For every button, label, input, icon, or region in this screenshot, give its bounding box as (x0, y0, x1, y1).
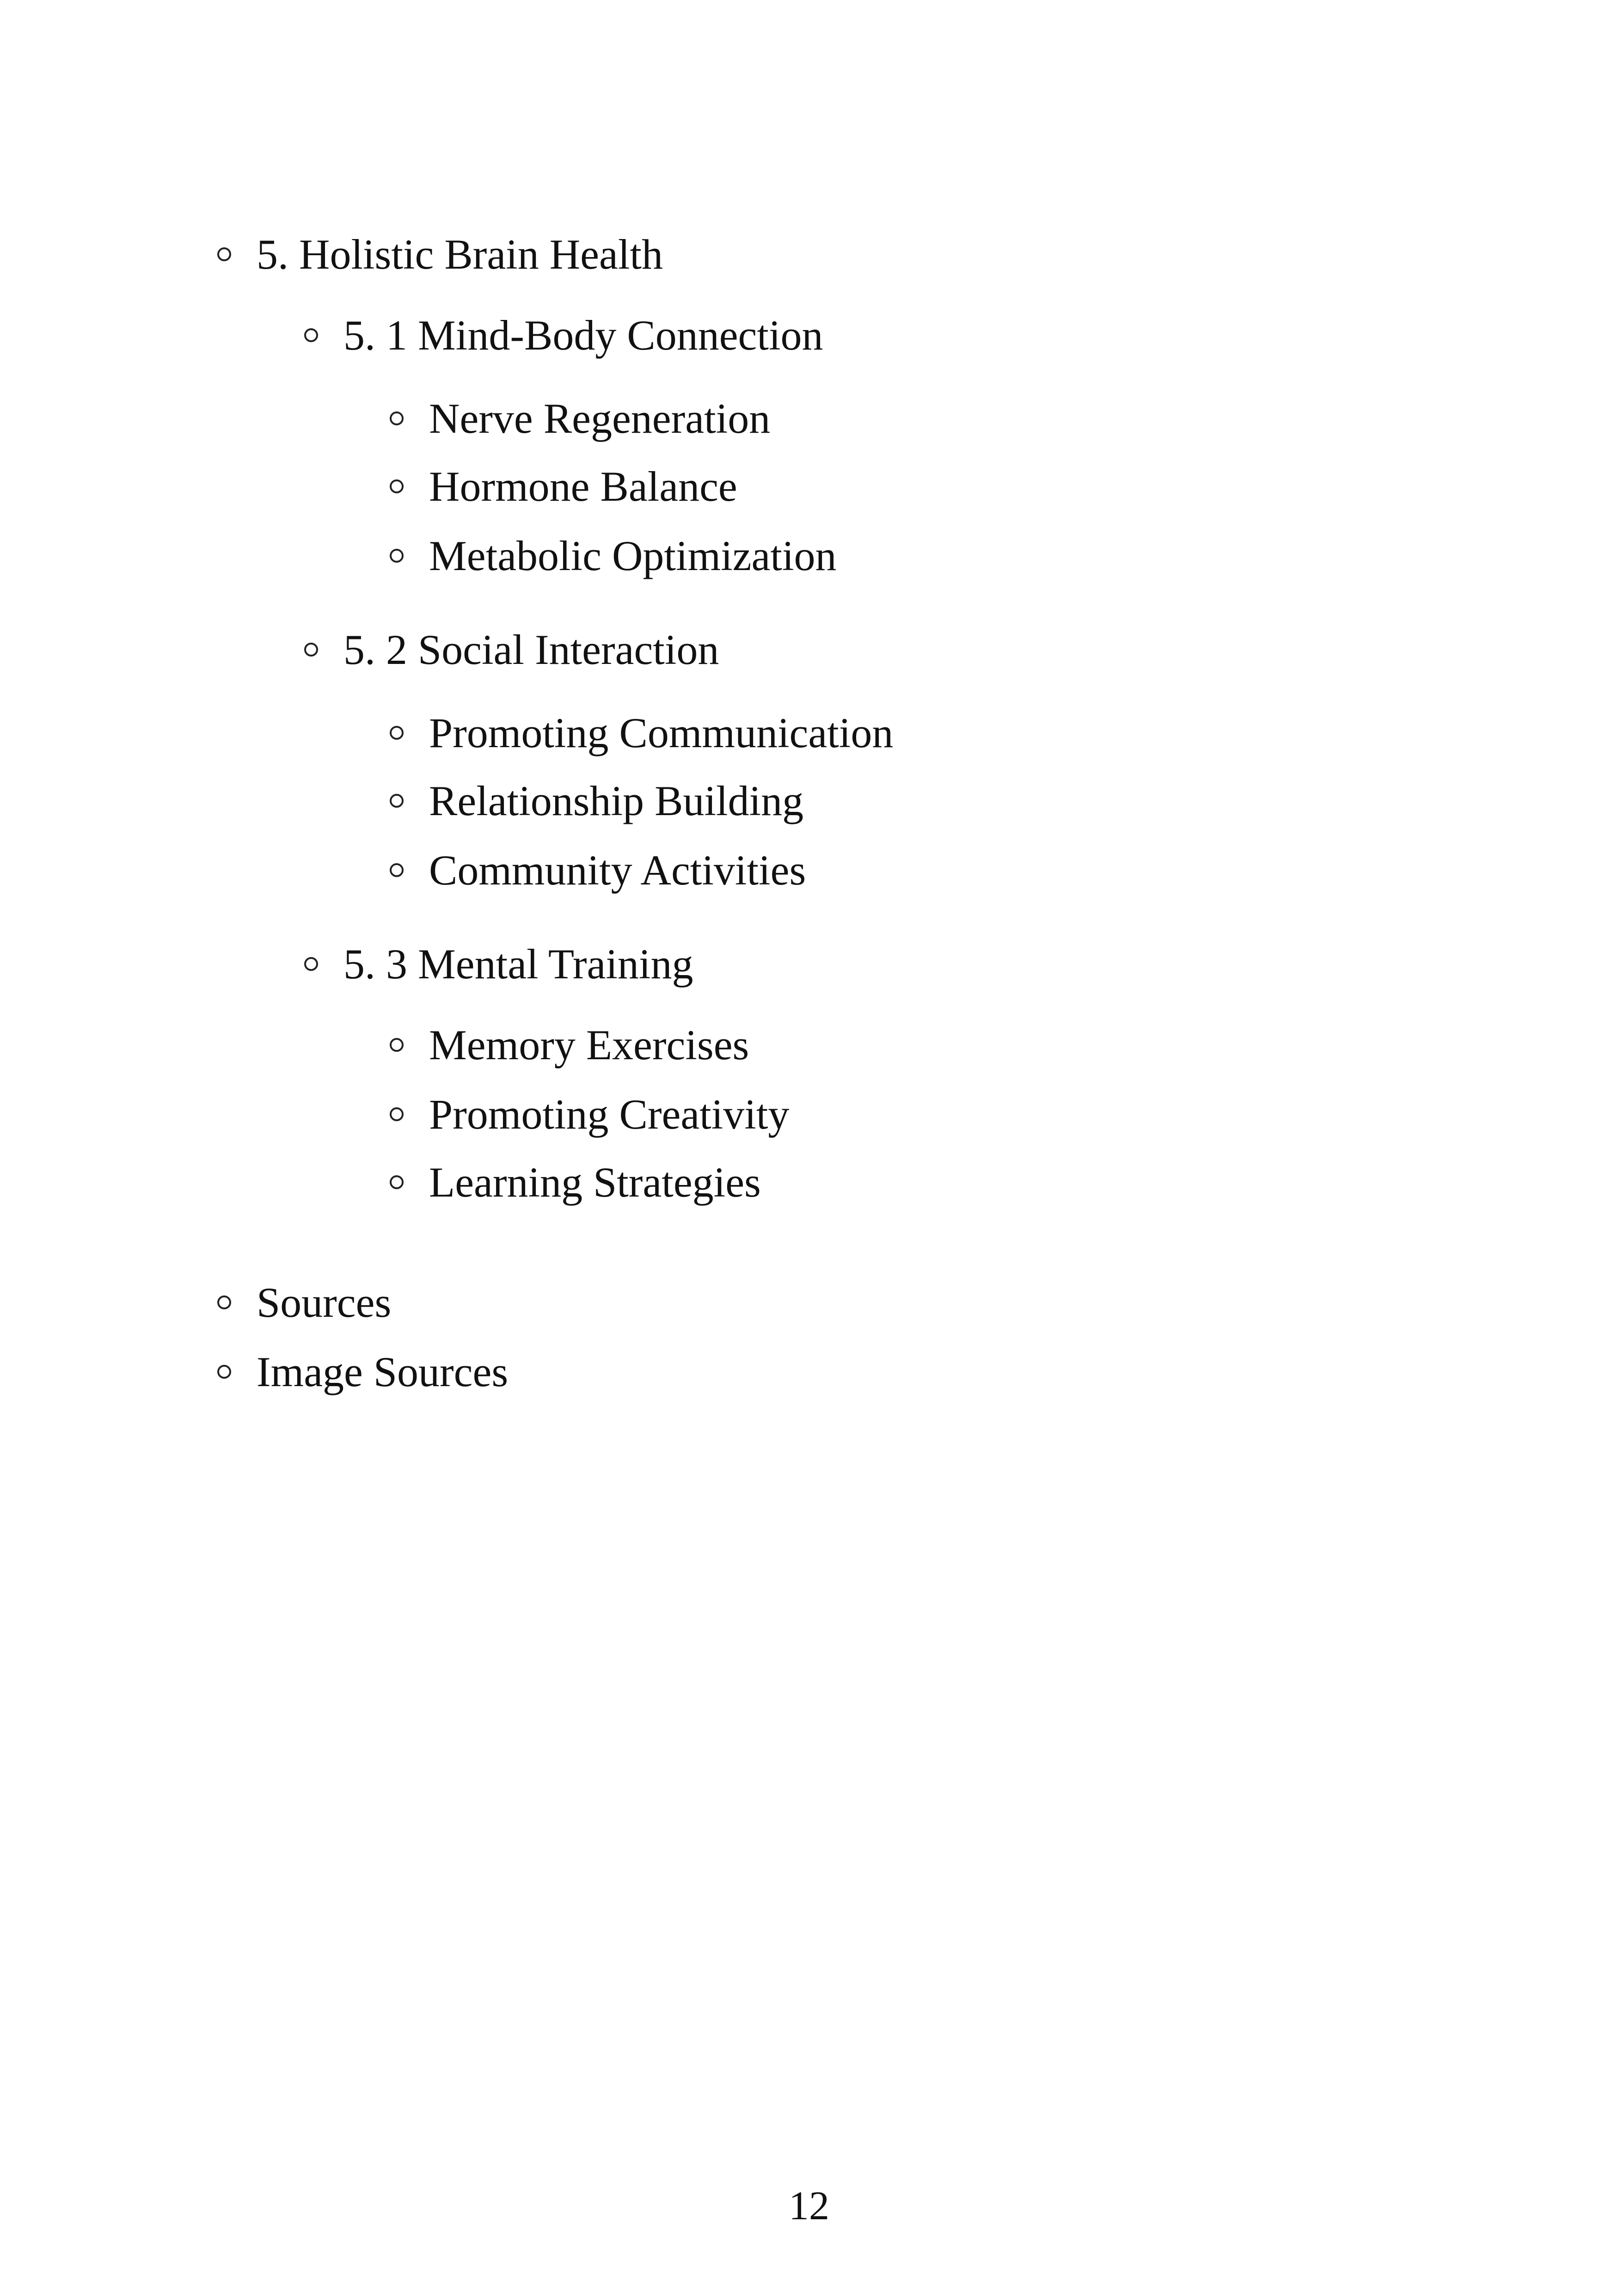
outline-item-label: Memory Exercises (429, 1021, 749, 1068)
circle-bullet-icon (217, 1365, 231, 1379)
circle-bullet-icon (390, 726, 404, 740)
circle-bullet-icon (390, 1107, 404, 1121)
outline-item-label: Promoting Creativity (429, 1091, 790, 1138)
circle-bullet-icon (390, 1038, 404, 1052)
outline-item-label: Image Sources (257, 1348, 509, 1395)
outline-item-label: Nerve Regeneration (429, 395, 771, 442)
outline-item-label: Metabolic Optimization (429, 532, 837, 579)
circle-bullet-icon (304, 328, 318, 342)
circle-bullet-icon (390, 411, 404, 425)
outline-item-label: 5. Holistic Brain Health (257, 231, 663, 278)
outline-item-label: Learning Strategies (429, 1159, 761, 1206)
circle-bullet-icon (390, 549, 404, 563)
outline-item-label: Promoting Communication (429, 709, 894, 756)
outline-item-label: Hormone Balance (429, 463, 737, 510)
circle-bullet-icon (390, 479, 404, 493)
outline-item-label: Relationship Building (429, 777, 804, 824)
circle-bullet-icon (217, 247, 231, 261)
outline-item-label: 5. 1 Mind-Body Connection (343, 312, 823, 359)
outline-item-label: 5. 3 Mental Training (343, 940, 693, 988)
outline-item-label: Sources (257, 1279, 392, 1326)
outline-item-label: 5. 2 Social Interaction (343, 626, 719, 673)
circle-bullet-icon (304, 957, 318, 971)
circle-bullet-icon (217, 1295, 231, 1309)
circle-bullet-icon (390, 1175, 404, 1189)
circle-bullet-icon (390, 863, 404, 877)
circle-bullet-icon (390, 794, 404, 808)
circle-bullet-icon (304, 643, 318, 657)
outline-item-label: Community Activities (429, 847, 806, 894)
page-number: 12 (789, 2184, 829, 2228)
